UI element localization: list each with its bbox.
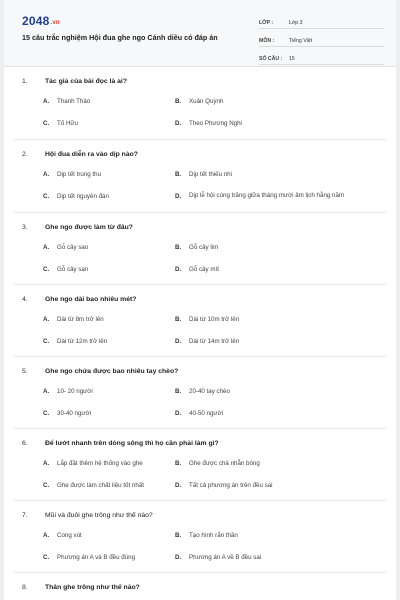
meta-question-count <box>259 49 384 65</box>
option-text: Xuân Quỳnh <box>189 98 224 105</box>
option-text: Ghe được làm chất liệu tốt nhất <box>57 482 144 489</box>
question-number: 1. <box>22 78 28 85</box>
answer-option[interactable] <box>4 388 175 410</box>
answer-option[interactable] <box>4 244 175 266</box>
document-page <box>4 0 396 600</box>
answer-options <box>4 388 396 433</box>
answer-options <box>4 171 396 220</box>
question-number: 2. <box>22 151 28 158</box>
meta-grade <box>259 13 384 29</box>
logo-text: 2048 <box>22 14 50 28</box>
answer-option[interactable] <box>175 410 346 433</box>
option-text: Tố Hữu <box>57 120 78 127</box>
question-number: 4. <box>22 296 28 303</box>
question-item <box>4 78 396 151</box>
question-header <box>4 151 396 171</box>
option-letter: A. <box>43 532 50 539</box>
question-item <box>4 296 396 368</box>
answer-option[interactable] <box>4 482 175 505</box>
option-text: Dài từ 12m trở lên <box>57 338 108 345</box>
option-text: Dịp tết thiếu nhi <box>189 171 232 178</box>
document-title: 15 câu trắc nghiệm Hội đua ghe ngo Cánh diều có đáp án <box>22 33 218 42</box>
option-letter: C. <box>43 120 50 127</box>
question-header <box>4 296 396 316</box>
options-row <box>4 316 396 338</box>
answer-option[interactable] <box>175 460 346 482</box>
options-row <box>4 482 396 505</box>
option-text: Lắp đặt thêm hệ thống vào ghe <box>57 460 143 467</box>
question-text: Tác giả của bài đọc là ai? <box>45 78 127 85</box>
option-text: Thanh Thảo <box>57 98 91 105</box>
answer-option[interactable] <box>4 532 175 554</box>
question-text: Hội đua diễn ra vào dịp nào? <box>45 151 138 158</box>
question-header <box>4 368 396 388</box>
answer-option[interactable] <box>4 554 175 577</box>
option-text: Dài từ 14m trở lên <box>189 338 240 345</box>
question-item <box>4 151 396 224</box>
question-item <box>4 368 396 440</box>
option-letter: D. <box>175 120 182 127</box>
option-letter: B. <box>175 98 182 105</box>
answer-option[interactable] <box>175 482 346 505</box>
answer-option[interactable] <box>4 98 175 120</box>
question-header <box>4 440 396 460</box>
option-text: 10- 20 người <box>57 388 93 395</box>
options-row <box>4 171 396 193</box>
option-letter: B. <box>175 460 182 467</box>
option-letter: D. <box>175 266 182 273</box>
option-text: 40-50 người <box>189 410 224 417</box>
question-number: 3. <box>22 224 28 231</box>
options-row <box>4 266 396 289</box>
option-letter: C. <box>43 554 50 561</box>
option-text: Phương án A về B đều sai <box>189 554 262 561</box>
question-text: Ghe ngo chứa được bao nhiêu tay chèo? <box>45 368 179 375</box>
option-text: Gỗ cây mít <box>189 266 219 273</box>
question-number: 7. <box>22 512 28 519</box>
answer-options <box>4 532 396 577</box>
option-text: Dài từ 10m trở lên <box>189 316 240 323</box>
option-text: Gỗ cây lim <box>189 244 219 251</box>
question-header <box>4 584 396 600</box>
meta-label: MÔN : <box>259 38 275 44</box>
answer-option[interactable] <box>175 532 346 554</box>
option-letter: B. <box>175 171 182 178</box>
option-letter: D. <box>175 193 182 200</box>
answer-options <box>4 316 396 361</box>
answer-options <box>4 244 396 289</box>
option-text: Theo Phương Nghi <box>189 120 242 127</box>
question-header <box>4 224 396 244</box>
answer-option[interactable] <box>4 193 175 220</box>
option-letter: A. <box>43 388 50 395</box>
option-letter: D. <box>175 338 182 345</box>
option-text: Phương án A và B đều đúng <box>57 554 136 561</box>
meta-value: 15 <box>289 56 295 62</box>
options-row <box>4 193 396 220</box>
option-text: Tất cả phương án trên đều sai <box>189 482 273 489</box>
options-row <box>4 460 396 482</box>
option-text: Cong vút <box>57 532 82 539</box>
document-header <box>4 0 396 67</box>
option-text: 20-40 tay chèo <box>189 388 230 395</box>
meta-label: LỚP : <box>259 20 274 26</box>
question-text: Thân ghe trông như thế nào? <box>45 584 140 591</box>
answer-option[interactable] <box>4 266 175 289</box>
option-letter: D. <box>175 482 182 489</box>
option-text: Dịp tết nguyên đán <box>57 193 109 200</box>
question-header <box>4 512 396 532</box>
answer-options <box>4 98 396 145</box>
option-letter: B. <box>175 388 182 395</box>
question-text: Ghe ngo dài bao nhiêu mét? <box>45 296 137 303</box>
option-text: Dịp tết trung thu <box>57 171 102 178</box>
option-letter: A. <box>43 316 50 323</box>
option-letter: C. <box>43 410 50 417</box>
answer-option[interactable] <box>4 338 175 361</box>
options-row <box>4 98 396 120</box>
option-letter: D. <box>175 554 182 561</box>
answer-option[interactable] <box>175 388 346 410</box>
option-letter: C. <box>43 266 50 273</box>
option-letter: C. <box>43 338 50 345</box>
meta-value: Tiếng Việt <box>289 38 313 44</box>
question-number: 6. <box>22 440 28 447</box>
answer-option[interactable] <box>175 98 346 120</box>
answer-option[interactable] <box>175 120 346 145</box>
question-item <box>4 224 396 296</box>
options-row <box>4 532 396 554</box>
answer-option[interactable] <box>4 410 175 433</box>
options-row <box>4 244 396 266</box>
question-number: 8. <box>22 584 28 591</box>
options-row <box>4 410 396 433</box>
answer-option[interactable] <box>175 244 346 266</box>
question-text: Để lướt nhanh trên dòng sông thì họ cần phải làm gì? <box>45 440 219 447</box>
answer-option[interactable] <box>175 316 346 338</box>
question-text: Ghe ngo được làm từ đâu? <box>45 224 133 231</box>
option-letter: B. <box>175 532 182 539</box>
logo-suffix: .vn <box>50 20 60 26</box>
option-letter: B. <box>175 316 182 323</box>
answer-options <box>4 460 396 505</box>
option-letter: A. <box>43 244 50 251</box>
document-meta <box>259 13 384 67</box>
meta-subject <box>259 31 384 47</box>
option-text: Dịp lễ hội cúng trăng giữa tháng mười âm lịch hằng năm <box>189 192 345 199</box>
question-list <box>4 78 396 600</box>
option-text: Gỗ cây sao <box>57 244 89 251</box>
question-number: 5. <box>22 368 28 375</box>
option-letter: B. <box>175 244 182 251</box>
option-letter: A. <box>43 460 50 467</box>
options-row <box>4 120 396 145</box>
answer-option[interactable] <box>4 120 175 145</box>
answer-option[interactable] <box>175 338 346 361</box>
options-row <box>4 388 396 410</box>
option-letter: C. <box>43 193 50 200</box>
question-item <box>4 440 396 512</box>
answer-option[interactable] <box>4 171 175 193</box>
option-text: 30-40 người <box>57 410 92 417</box>
question-text: Mũi và đuôi ghe trông như thế nào? <box>45 512 153 519</box>
answer-option[interactable] <box>175 554 346 577</box>
option-text: Gỗ cây sạn <box>57 266 89 273</box>
answer-option[interactable] <box>4 460 175 482</box>
option-text: Tạo hình rắn thần <box>189 532 238 539</box>
answer-option[interactable] <box>175 171 346 193</box>
answer-option[interactable] <box>4 316 175 338</box>
answer-option[interactable] <box>175 193 346 220</box>
option-letter: C. <box>43 482 50 489</box>
question-item <box>4 584 396 600</box>
option-letter: A. <box>43 98 50 105</box>
option-text: Ghe được chà nhẵn bóng <box>189 460 260 467</box>
options-row <box>4 554 396 577</box>
site-logo[interactable] <box>22 14 60 28</box>
question-item <box>4 512 396 584</box>
meta-value: Lớp 3 <box>289 20 303 26</box>
question-header <box>4 78 396 98</box>
option-letter: D. <box>175 410 182 417</box>
answer-option[interactable] <box>175 266 346 289</box>
options-row <box>4 338 396 361</box>
meta-label: SỐ CÂU : <box>259 56 283 62</box>
option-text: Dài từ 8m trở lên <box>57 316 104 323</box>
option-letter: A. <box>43 171 50 178</box>
